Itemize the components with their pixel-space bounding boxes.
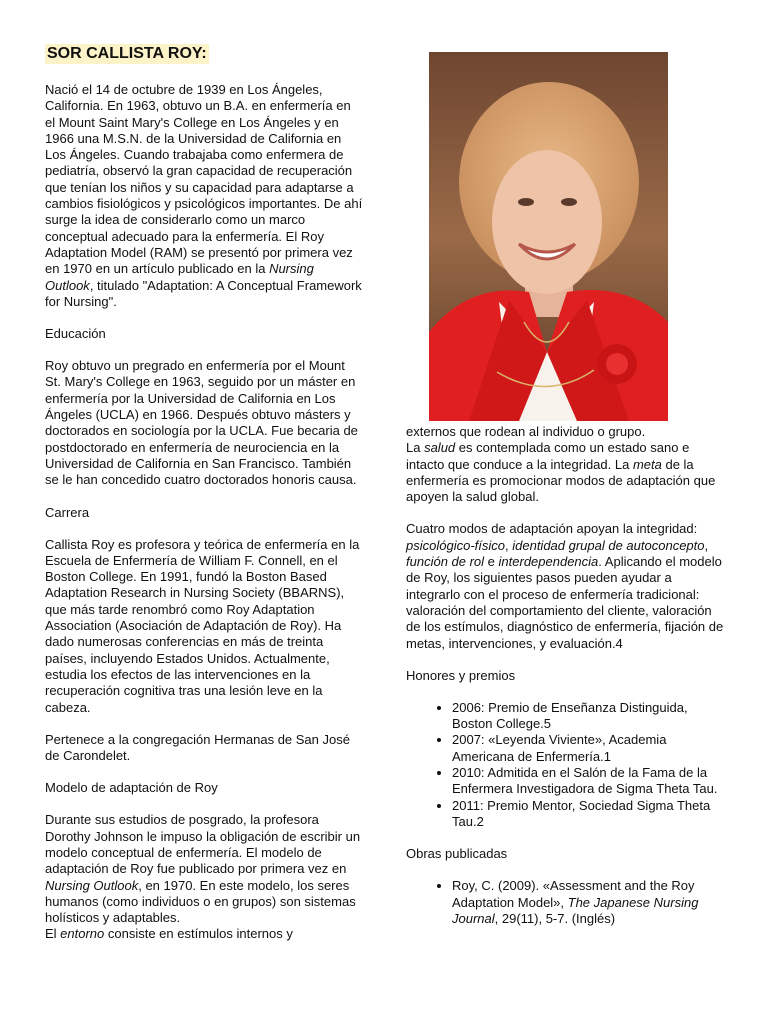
environment-continuation: externos que rodean al individuo o grupo. — [406, 424, 646, 439]
list-item: • 2007: «Leyenda Viviente», Academia Americana de Enfermería.1 — [452, 732, 726, 765]
modes-text: Cuatro modos de adaptación apoyan la integridad: — [406, 521, 698, 537]
separator: , — [704, 537, 709, 553]
model-text-end: , en 1970. En este modelo, los seres humanos (como individuos o en grupos) son sistemas holísticos y adaptables. — [45, 877, 356, 926]
env-text: El — [45, 926, 61, 942]
list-item: • 2011: Premio Mentor, Sociedad Sigma Theta Tau.2 — [452, 798, 726, 831]
portrait-photo — [429, 52, 668, 421]
list-item: • 2010: Admitida en el Salón de la Fama de la Enfermera Investigadora de Sigma Theta Tau. — [452, 765, 726, 798]
career-heading: Carrera — [45, 504, 90, 520]
list-item: • 2006: Premio de Enseñanza Distinguida, Boston College.5 — [452, 700, 726, 733]
health-term: salud — [424, 440, 456, 456]
work-text-end: , 29(11), 5-7. (Inglés) — [494, 910, 616, 926]
separator: , — [505, 537, 513, 553]
mode-4: interdependencia — [498, 554, 599, 570]
mode-1: psicológico-físico — [406, 537, 505, 553]
mode-3: función de rol — [406, 554, 485, 570]
left-column — [45, 44, 363, 943]
intro-text-end: , titulado "Adaptation: A Conceptual Framework for Nursing". — [45, 277, 362, 309]
intro-paragraph — [45, 82, 363, 310]
list-item — [452, 878, 726, 927]
education-heading: Educación — [45, 326, 106, 342]
environment-paragraph — [45, 926, 363, 942]
env-term: entorno — [60, 926, 105, 942]
congregation-paragraph: Pertenece a la congregación Hermanas de San José de Carondelet. — [45, 731, 350, 764]
health-paragraph — [406, 440, 726, 505]
health-text-mid: es contemplada como un estado sano e intacto que conduce a la integridad. La — [406, 440, 690, 472]
mode-2: identidad grupal de autoconcepto — [512, 537, 705, 553]
right-column — [406, 424, 726, 927]
journal-name: Nursing Outlook — [45, 877, 139, 893]
career-paragraph: Callista Roy es profesora y teórica de enfermería en la Escuela de Enfermería de William F. Connell, en el Boston College. En 1991, fundó la Boston Based Adaptation Research in Nursing Society (BBARNS), que más tarde renombró como Roy Adaptation Association (Asociación de Adaptación de Roy). Ha dado numerosas conferencias en más de treinta países, incluyendo Estados Unidos. Actualmente, estudia los efectos de las intervenciones en la recuperación cognitiva tras una lesión leve en la cabeza. — [45, 536, 360, 715]
honors-list — [406, 700, 726, 830]
model-paragraph — [45, 812, 363, 926]
education-paragraph: Roy obtuvo un pregrado en enfermería por el Mount St. Mary's College en 1963, seguido por un máster en enfermería por la Universidad de California en Los Ángeles (UCLA) en 1966. Después obtuvo másters y doctorados en sociología por la UCLA. Fue becaria de postdoctorado en enfermería de neurociencia en la Universidad de California en San Francisco. También se le han concedido cuatro doctorados honoris causa. — [45, 358, 358, 488]
modes-text-end: . Aplicando el modelo de Roy, los siguientes pasos pueden ayudar a integrarlo con el proceso de enfermería tradicional: valoración del comportamiento del cliente, valoración de los estímulos, diagnóstico de enfermería, fijación de metas, intervenciones, y evaluación.4 — [406, 554, 724, 651]
modes-paragraph — [406, 521, 726, 651]
separator: e — [484, 554, 499, 570]
model-text: Durante sus estudios de posgrado, la profesora Dorothy Johnson le impuso la obligación de escribir un modelo conceptual de enfermería. El modelo de adaptación de Roy fue publicado por primera vez en — [45, 812, 361, 877]
env-text-end: consiste en estímulos internos y — [104, 926, 293, 942]
journal-name: Nursing Outlook — [45, 261, 314, 293]
work-text: Roy, C. (2009). «Assessment and the Roy Adaptation Model», — [452, 878, 695, 910]
portrait-image — [429, 52, 668, 421]
health-text: La — [406, 440, 425, 456]
model-heading: Modelo de adaptación de Roy — [45, 780, 218, 796]
page-title: SOR CALLISTA ROY: — [47, 45, 207, 62]
health-text-end: de la enfermería es promocionar modos de adaptación que apoyen la salud global. — [406, 456, 716, 505]
honors-heading: Honores y premios — [406, 667, 516, 683]
goal-term: meta — [632, 456, 662, 472]
intro-text: Nació el 14 de octubre de 1939 en Los Ángeles, California. En 1963, obtuvo un B.A. en enfermería en el Mount Saint Mary's College en Los Ángeles y en 1966 una M.S.N. de la Universidad de California en Los Ángeles. Cuando trabajaba como enfermera de pediatría, observó la gran capacidad de recuperación que tenían los niños y su capacidad para adaptarse a cambios fisiológicos y psicológicos importantes. De ahí surge la idea de considerarlo como un marco conceptual adecuado para la enfermería. El Roy Adaptation Model (RAM) se presentó por primera vez en 1970 en un artículo publicado en la — [45, 82, 363, 277]
works-heading: Obras publicadas — [406, 846, 508, 862]
works-list — [406, 878, 726, 927]
work-journal: The Japanese Nursing Journal — [452, 894, 699, 926]
